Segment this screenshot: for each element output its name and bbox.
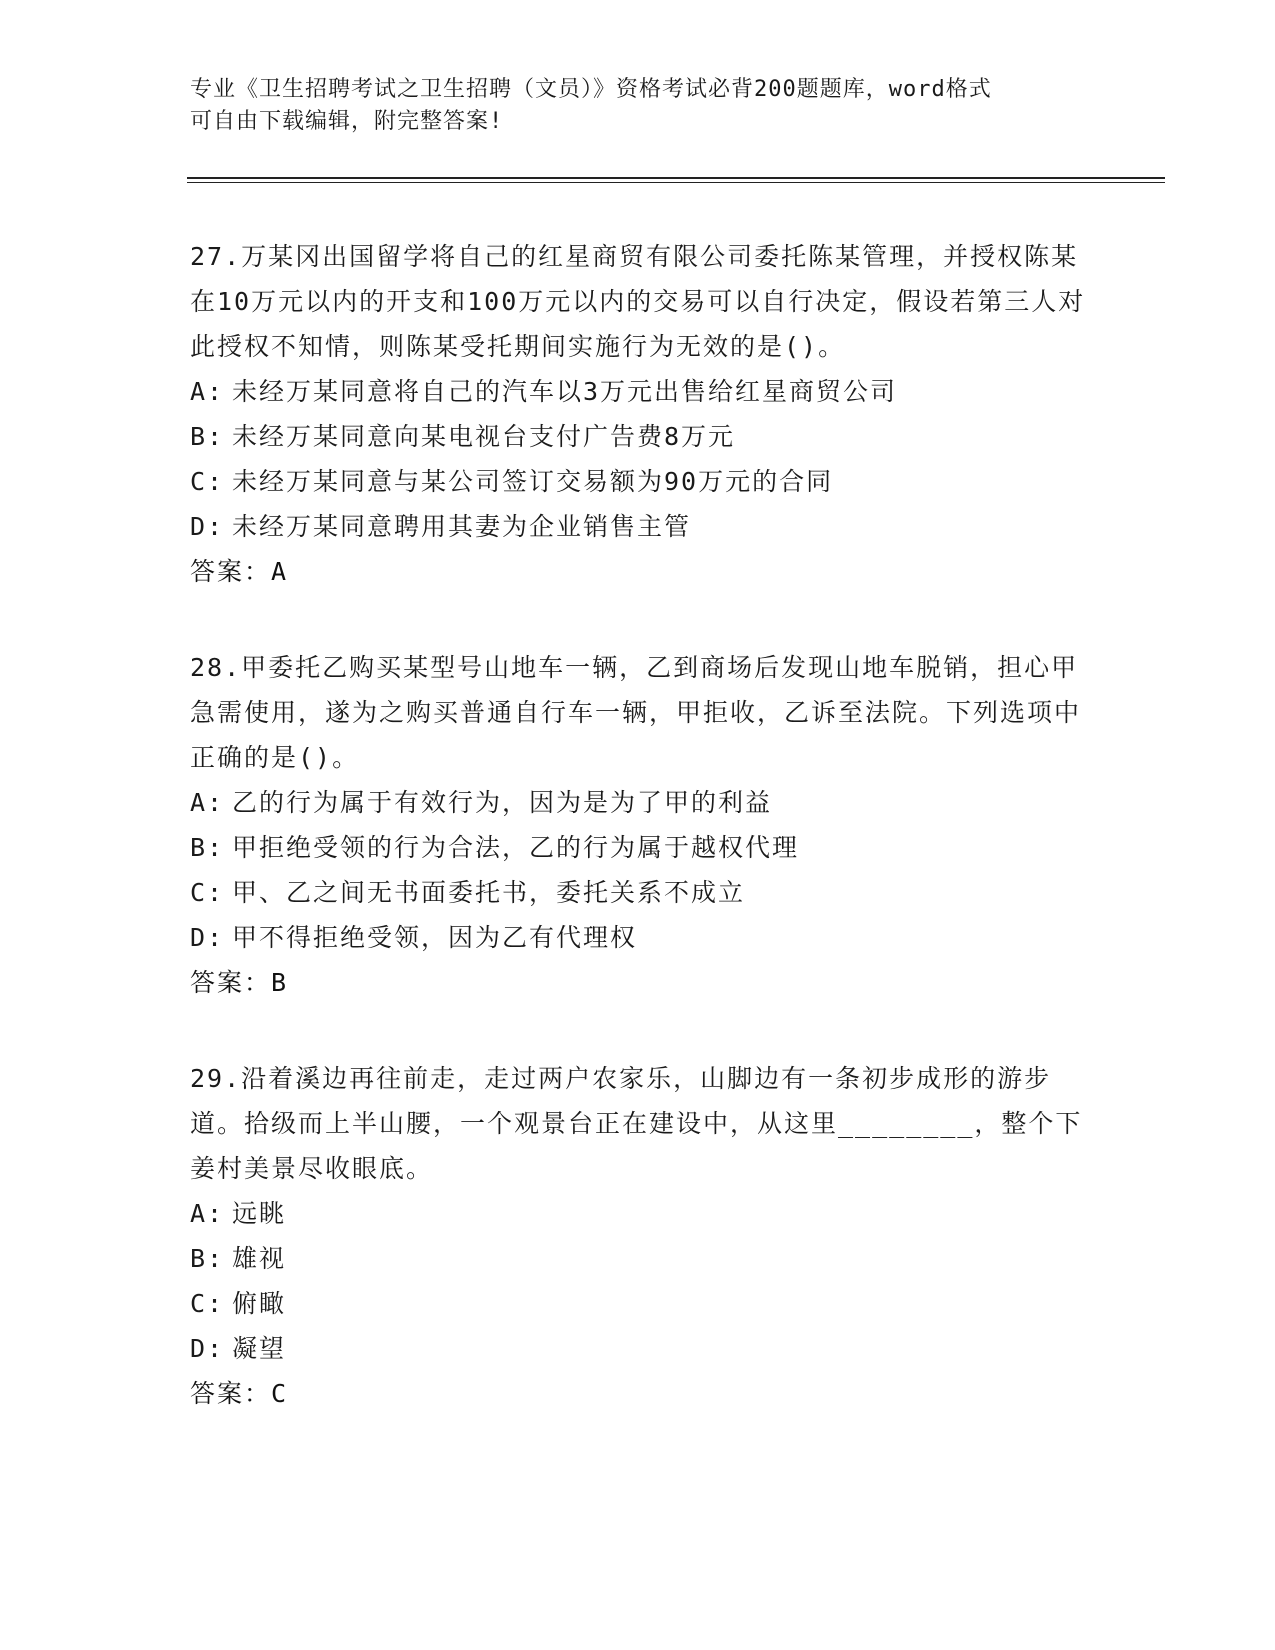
- answer: 答案：A: [190, 557, 289, 586]
- question-27: [190, 234, 1090, 594]
- option-label: C:: [190, 878, 225, 907]
- document-header: [190, 74, 1090, 138]
- option-c: [190, 870, 1090, 915]
- option-d: [190, 1326, 1090, 1371]
- header-divider-top: [187, 177, 1165, 179]
- option-label: B:: [190, 1244, 225, 1273]
- answer: 答案：C: [190, 1379, 289, 1408]
- option-text: 甲拒绝受领的行为合法，乙的行为属于越权代理: [232, 833, 800, 862]
- option-text: 未经万某同意将自己的汽车以3万元出售给红星商贸公司: [232, 377, 898, 406]
- option-b: [190, 825, 1090, 870]
- header-line-2: 可自由下载编辑，附完整答案!: [190, 109, 504, 134]
- option-label: A:: [190, 1199, 225, 1228]
- option-a: [190, 369, 1090, 414]
- option-label: D:: [190, 512, 225, 541]
- option-text: 未经万某同意向某电视台支付广告费8万元: [232, 422, 736, 451]
- option-label: A:: [190, 788, 225, 817]
- option-text: 未经万某同意聘用其妻为企业销售主管: [232, 512, 692, 541]
- option-label: D:: [190, 1334, 225, 1363]
- option-text: 凝望: [232, 1334, 287, 1363]
- option-text: 乙的行为属于有效行为，因为是为了甲的利益: [232, 788, 773, 817]
- option-b: [190, 414, 1090, 459]
- option-text: 俯瞰: [232, 1289, 287, 1318]
- question-28: [190, 645, 1090, 1005]
- option-label: A:: [190, 377, 225, 406]
- option-a: [190, 780, 1090, 825]
- question-stem: 28.甲委托乙购买某型号山地车一辆，乙到商场后发现山地车脱销，担心甲急需使用，遂为之购买普通自行车一辆，甲拒收，乙诉至法院。下列选项中正确的是()。: [190, 653, 1082, 772]
- option-label: C:: [190, 1289, 225, 1318]
- option-a: [190, 1191, 1090, 1236]
- option-c: [190, 1281, 1090, 1326]
- option-d: [190, 504, 1090, 549]
- answer: 答案：B: [190, 968, 289, 997]
- option-label: B:: [190, 833, 225, 862]
- question-29: [190, 1056, 1090, 1416]
- question-stem: 27.万某冈出国留学将自己的红星商贸有限公司委托陈某管理，并授权陈某在10万元以内的开支和100万元以内的交易可以自行决定，假设若第三人对此授权不知情，则陈某受托期间实施行为无效的是()。: [190, 242, 1086, 361]
- option-text: 甲不得拒绝受领，因为乙有代理权: [232, 923, 638, 952]
- option-text: 未经万某同意与某公司签订交易额为90万元的合同: [232, 467, 834, 496]
- option-label: D:: [190, 923, 225, 952]
- option-d: [190, 915, 1090, 960]
- option-text: 甲、乙之间无书面委托书，委托关系不成立: [232, 878, 746, 907]
- header-line-1: 专业《卫生招聘考试之卫生招聘（文员）》资格考试必背200题题库，word格式: [190, 77, 992, 102]
- option-b: [190, 1236, 1090, 1281]
- option-label: C:: [190, 467, 225, 496]
- option-text: 远眺: [232, 1199, 287, 1228]
- option-label: B:: [190, 422, 225, 451]
- option-text: 雄视: [232, 1244, 287, 1273]
- question-stem: 29.沿着溪边再往前走，走过两户农家乐，山脚边有一条初步成形的游步道。拾级而上半山腰，一个观景台正在建设中，从这里________，整个下姜村美景尽收眼底。: [190, 1064, 1083, 1183]
- header-divider-bottom: [187, 182, 1165, 183]
- option-c: [190, 459, 1090, 504]
